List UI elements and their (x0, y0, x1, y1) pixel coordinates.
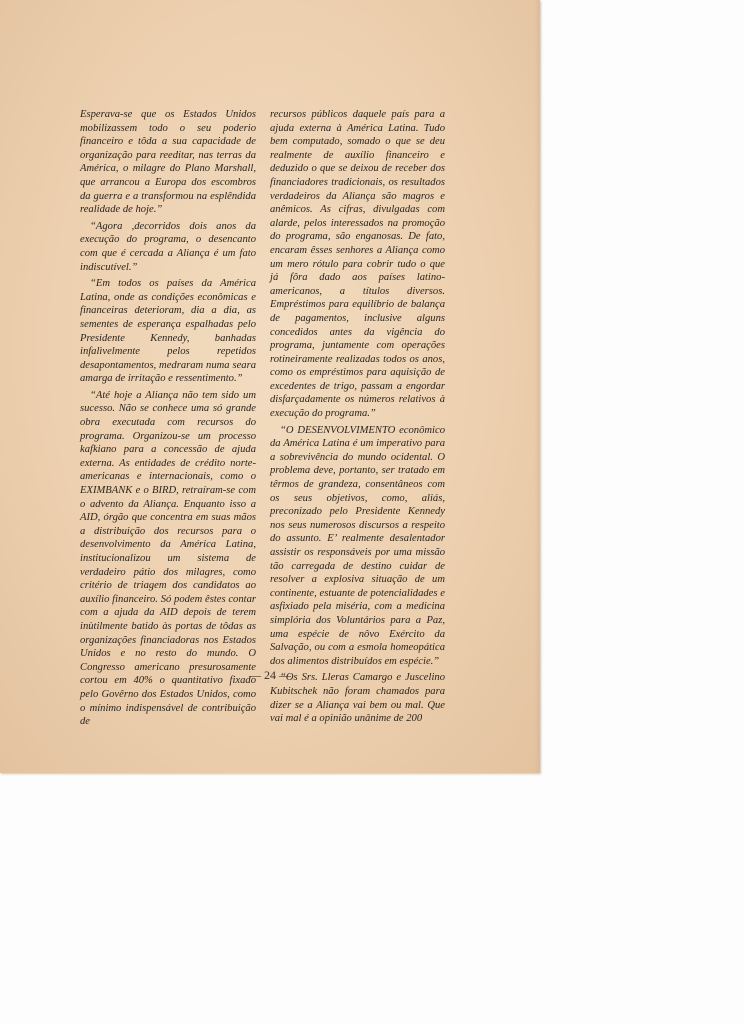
paragraph: “Até hoje a Aliança não tem sido um sucesso. Não se conhece uma só grande obra executada com recursos do programa. Organizou-se um processo kafkiano para a concessão de ajuda externa. As entidades de crédito norte-americanas e internacionais, como o EXIMBANK e o BIRD, retraíram-se com o advento da Aliança. Enquanto isso a AID, órgão que concentra em suas mãos a distribuição dos recursos para o desenvolvimento da América Latina, institucionalizou um sistema de verdadeiro pátio dos milagres, como critério de triagem dos candidatos ao auxílio financeiro. Só podem êstes contar com a ajuda da AID depois de terem inùtilmente batido às portas de tôdas as organizações financiadoras nos Estados Unidos e no resto do mundo. O Congresso americano presurosamente cortou em 40% o quantitativo fixado pelo Govêrno dos Estados Unidos, como o mínimo indispensável de contribuição de (80, 389, 256, 728)
paragraph: “Agora ,decorridos dois anos da execução do programa, o desencanto com que é cercada a Aliança é um fato indiscutível.” (80, 220, 256, 273)
paragraph: “O DESENVOLVIMENTO econômico da América Latina é um imperativo para a sobrevivência do mundo ocidental. O problema deve, portanto, ser tratado em têrmos de grandeza, consentâneos com os seus objetivos, como, aliás, preconizado pelo Presidente Kennedy nos seus numerosos discursos a respeito do assunto. E’ realmente desalentador assistir os responsáveis por uma missão tão carregada de destino cuidar de resolver a explosiva situação de um continente, estuante de potencialidades e asfixiado pela miséria, com a medicina simplória dos Voluntários para a Paz, uma espécie de nôvo Exército da Salvação, ou com a esmola homeopática dos alimentos distribuídos em espécie.” (270, 424, 445, 667)
paragraph: “Os Srs. Lleras Camargo e Juscelino Kubitschek não foram chamados para dizer se a Aliança vai bem ou mal. Que vai mal é a opinião unânime de 200 (270, 672, 445, 725)
text-column-left (80, 108, 256, 732)
text-column-right (270, 108, 445, 729)
paragraph: Esperava-se que os Estados Unidos mobilizassem todo o seu poderio financeiro e tôda a sua capacidade de organização para reeditar, nas terras da América, o milagre do Plano Marshall, que arrancou a Europa dos escombros da guerra e a transformou na esplêndida realidade de hoje.” (80, 109, 256, 216)
paragraph: recursos públicos daquele país para a ajuda externa à América Latina. Tudo bem computado, somado o que se deu realmente de auxílio financeiro e deduzido o que se deixou de receber dos financiadores tradicionais, os resultados verdadeiros da Aliança são magros e anêmicos. As cifras, divulgadas com alarde, pelos interessados na promoção do programa, são enganosas. De fato, encaram êsses senhores a Aliança como um mero rótulo para cobrir tudo o que já fôra dado aos países latino-americanos, a títulos diversos. Empréstimos para equilíbrio de balança de pagamentos, inclusive alguns concedidos antes da vigência do programa, juntamente com operações rotineiramente realizadas todos os anos, como os empréstimos para aquisição de excedentes de trigo, passam a engordar disfarçadamente os números relativos à execução do programa.” (270, 109, 445, 420)
page-number: — 24 — (249, 668, 291, 682)
paragraph: “Em todos os países da América Latina, onde as condições econômicas e financeiras deterioram, dia a dia, as sementes de esperança espalhadas pelo Presidente Kennedy, banhadas infalìvelmente pelos repetidos desapontamentos, medraram numa seara amarga de irritação e ressentimento.” (80, 278, 256, 385)
